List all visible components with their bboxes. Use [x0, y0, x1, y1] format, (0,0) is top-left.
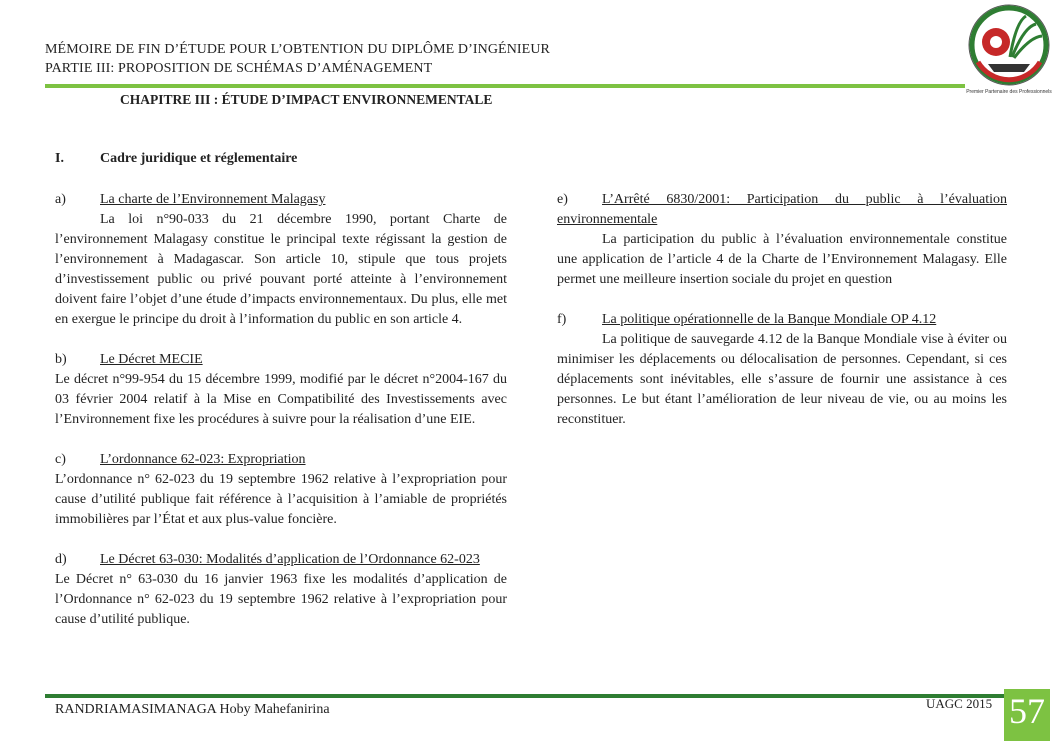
section-title: Cadre juridique et réglementaire	[100, 151, 298, 166]
item-letter: e)	[557, 192, 568, 207]
logo-tagline: Premier Partenaire des Professionnels	[966, 89, 1052, 95]
chapter-title: CHAPITRE III : ÉTUDE D’IMPACT ENVIRONNEMENTALE	[120, 92, 493, 107]
item-letter: d)	[55, 552, 67, 567]
item-body: La politique de sauvegarde 4.12 de la Banque Mondiale vise à éviter ou minimiser les déplacements ou délocalisation de personnes. Cependant, si ces déplacements sont inévitables, elle s’assure de fournir une assistance à ces personnes. Le but étant l’amélioration de leur niveau de vie, ou au moins les reconstituer.	[557, 332, 1007, 427]
item-title: La charte de l’Environnement Malagasy	[100, 192, 326, 207]
item-a	[55, 190, 507, 330]
item-letter: a)	[55, 192, 66, 207]
item-body: L’ordonnance n° 62-023 du 19 septembre 1962 relative à l’expropriation pour cause d’utilité publique fait référence à l’acquisition à l’amiable de propriétés immobilières par l’État et aux plus-value foncière.	[55, 472, 507, 527]
item-f	[557, 310, 1007, 430]
item-body: Le décret n°99-954 du 15 décembre 1999, modifié par le décret n°2004-167 du 03 février 2004 relatif à la Mise en Compatibilité des Investissements avec l’Environnement fixe les procédures à suivre pour la réalisation d’une EIE.	[55, 372, 507, 427]
section-heading	[55, 151, 297, 167]
item-d	[55, 550, 507, 630]
item-body: Le Décret n° 63-030 du 16 janvier 1963 fixe les modalités d’application de l’Ordonnance n° 62-023 du 19 septembre 1962 relative à l’expropriation pour cause d’utilité publique.	[55, 572, 507, 627]
page-number: 57	[1004, 689, 1050, 741]
item-letter: b)	[55, 352, 67, 367]
header-title: MÉMOIRE DE FIN D’ÉTUDE POUR L’OBTENTION DU DIPLÔME D’INGÉNIEUR	[45, 42, 550, 57]
item-letter: f)	[557, 312, 567, 327]
right-column	[557, 190, 1007, 450]
item-e	[557, 190, 1007, 290]
footer-institution: UAGC 2015	[926, 696, 993, 711]
item-title: Le Décret 63-030: Modalités d’application de l’Ordonnance 62-023	[100, 552, 480, 567]
item-b	[55, 350, 507, 430]
school-logo	[966, 2, 1052, 98]
item-letter: c)	[55, 452, 66, 467]
item-title: L’Arrêté 6830/2001: Participation du public à l’évaluation environnementale	[557, 192, 1007, 227]
item-title: Le Décret MECIE	[100, 352, 203, 367]
footer-divider	[45, 694, 1005, 698]
item-body: La loi n°90-033 du 21 décembre 1990, portant Charte de l’environnement Malagasy constitue le principal texte régissant la gestion de l’environnement à Madagascar. Son article 10, stipule que tous projets d’investissement public ou privé pouvant porté atteinte à l’environnement doivent faire l’objet d’une étude d’impacts environnementaux. Du plus, elle met en exergue le principe du droit à l’information du public en son article 4.	[55, 212, 507, 327]
header-subtitle: PARTIE III: PROPOSITION DE SCHÉMAS D’AMÉNAGEMENT	[45, 61, 433, 76]
header-divider	[45, 84, 965, 88]
item-c	[55, 450, 507, 530]
section-number: I.	[55, 151, 64, 166]
item-title: L’ordonnance 62-023: Expropriation	[100, 452, 306, 467]
item-title: La politique opérationnelle de la Banque Mondiale OP 4.12	[602, 312, 937, 327]
footer-author: RANDRIAMASIMANAGA Hoby Mahefanirina	[55, 702, 330, 717]
item-body: La participation du public à l’évaluation environnementale constitue une application de l’article 4 de la Charte de l’Environnement Malagasy. Elle permet une meilleure insertion sociale du projet en question	[557, 232, 1007, 287]
left-column	[55, 190, 507, 650]
